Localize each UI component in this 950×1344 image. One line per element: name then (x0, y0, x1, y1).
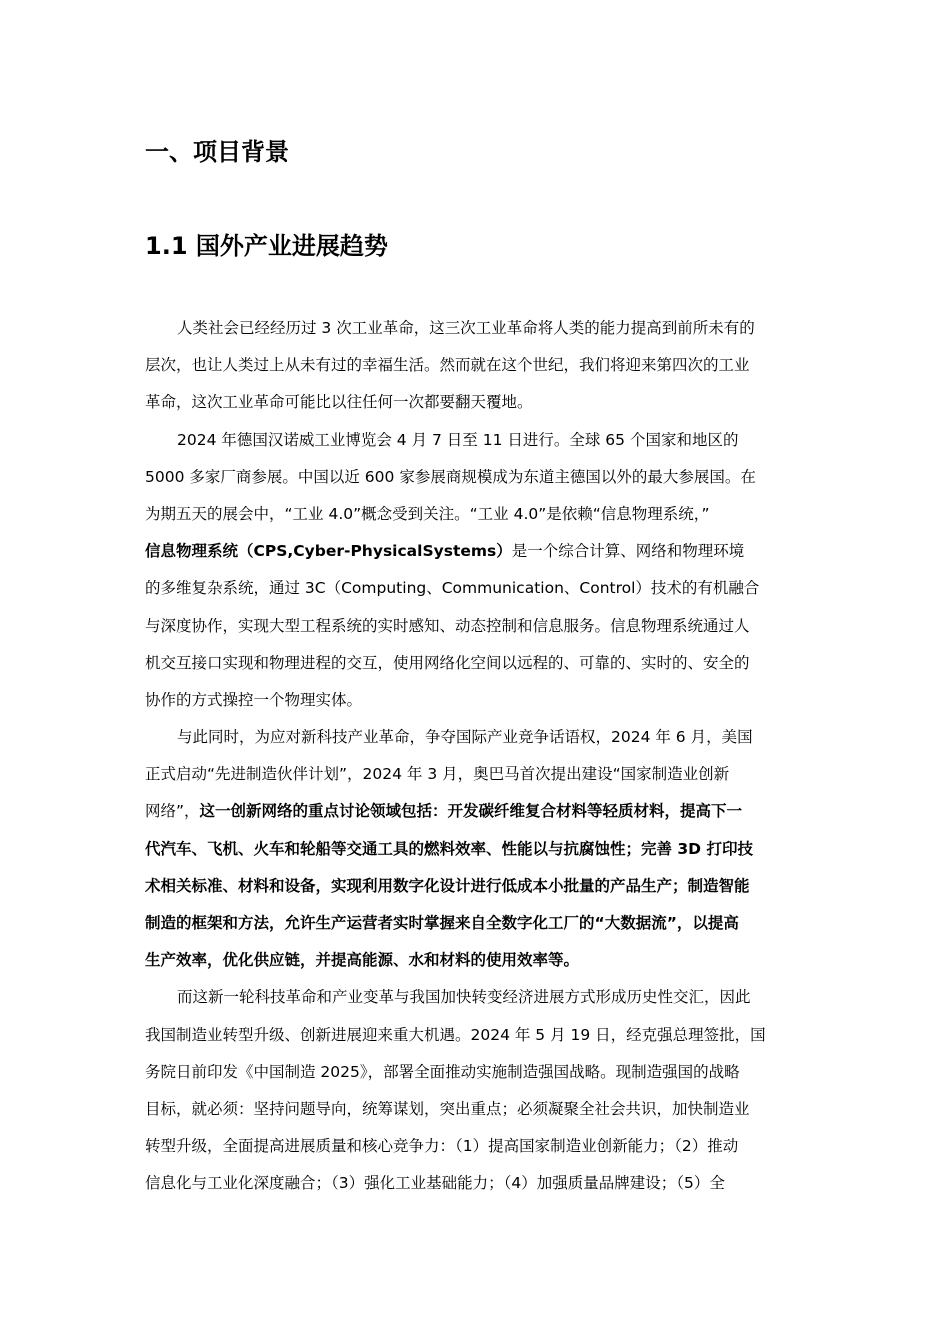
text-segment: 是一个综合计算、网络和物理环境 (511, 542, 745, 561)
bold-text-segment: 代汽车、飞机、火车和轮船等交通工具的燃料效率、性能以与抗腐蚀性；完善 3D 打印技 (145, 839, 753, 858)
text-segment: 与此同时，为应对新科技产业革命，争夺国际产业竞争话语权，2024 年 6 月，美国 (177, 728, 753, 747)
text-segment: 人类社会已经经历过 3 次工业革命，这三次工业革命将人类的能力提高到前所未有的 (177, 319, 755, 337)
text-line (145, 1165, 807, 1202)
text-segment: 信息化与工业化深度融合；（3）强化工业基础能力；（4）加强质量品牌建设；（5）全 (145, 1174, 725, 1193)
text-segment: 转型升级，全面提高进展质量和核心竞争力：（1）提高国家制造业创新能力；（2）推动 (145, 1137, 739, 1156)
text-segment: 而这新一轮科技革命和产业变革与我国加快转变经济进展方式形成历史性交汇，因此 (177, 988, 751, 1007)
text-line (145, 422, 807, 459)
text-line (145, 384, 807, 421)
text-segment: 2024 年德国汉诺威工业博览会 4 月 7 日至 11 日进行。全球 65 个国家和地区的 (177, 430, 739, 449)
text-segment: 正式启动“先进制造伙伴计划”，2024 年 3 月，奥巴马首次提出建设“国家制造业创新 (145, 765, 730, 784)
text-segment: 网络”， (145, 802, 200, 821)
text-line (145, 645, 807, 682)
text-segment: 我国制造业转型升级、创新进展迎来重大机遇。2024 年 5 月 19 日，经克强总理签批，国 (145, 1025, 766, 1044)
text-line (145, 1054, 807, 1091)
text-line (145, 570, 807, 607)
text-line (145, 756, 807, 793)
bold-text-segment: 制造的框架和方法，允许生产运营者实时掌握来自全数字化工厂的“大数据流”，以提高 (145, 914, 739, 932)
bold-text-segment: 术相关标准、材料和设备，实现利用数字化设计进行低成本小批量的产品生产；制造智能 (145, 876, 750, 895)
text-segment: 层次，也让人类过上从未有过的幸福生活。然而就在这个世纪，我们将迎来第四次的工业 (145, 356, 750, 375)
bold-text-segment: 生产效率，优化供应链，并提高能源、水和材料的使用效率等。 (145, 951, 580, 970)
text-line (145, 979, 807, 1016)
text-line (145, 682, 807, 719)
text-line (145, 310, 807, 347)
text-segment: 为期五天的展会中，“工业 4.0”概念受到关注。“工业 4.0”是依赖“信息物理系统，” (145, 504, 710, 523)
text-segment: 革命，这次工业革命可能比以往任何一次都要翻天覆地。 (145, 393, 533, 412)
heading-foreign-industry-trends: 1.1 国外产业进展趋势 (145, 232, 388, 260)
text-line (145, 1128, 807, 1165)
text-line (145, 719, 807, 756)
text-line (145, 1017, 807, 1054)
bold-text-segment: 信息物理系统（CPS,Cyber-PhysicalSystems） (145, 542, 512, 561)
text-line (145, 905, 807, 942)
text-segment: 协作的方式操控一个物理实体。 (145, 690, 363, 709)
text-line (145, 533, 807, 570)
text-segment: 务院日前印发《中国制造 2025》，部署全面推动实施制造强国战略。现制造强国的战略 (145, 1062, 740, 1081)
text-segment: 机交互接口实现和物理进程的交互，使用网络化空间以远程的、可靠的、实时的、安全的 (145, 653, 750, 672)
text-segment: 与深度协作，实现大型工程系统的实时感知、动态控制和信息服务。信息物理系统通过人 (145, 616, 750, 635)
text-line (145, 347, 807, 384)
text-segment: 目标，就必须：坚持问题导向，统筹谋划，突出重点；必须凝聚全社会共识，加快制造业 (145, 1099, 750, 1118)
heading-project-background: 一、项目背景 (145, 138, 289, 166)
text-line (145, 1091, 807, 1128)
text-segment: 的多维复杂系统，通过 3C（Computing、Communication、Control）技术的有机融合 (145, 579, 760, 598)
text-line (145, 496, 807, 533)
text-line (145, 868, 807, 905)
text-line (145, 793, 807, 830)
body-text (145, 310, 807, 1203)
bold-text-segment: 这一创新网络的重点讨论领域包括：开发碳纤维复合材料等轻质材料，提高下一 (199, 802, 743, 821)
text-line (145, 459, 807, 496)
text-line (145, 942, 807, 979)
text-segment: 5000 多家厂商参展。中国以近 600 家参展商规模成为东道主德国以外的最大参展国。在 (145, 467, 756, 486)
text-line (145, 831, 807, 868)
text-line (145, 608, 807, 645)
